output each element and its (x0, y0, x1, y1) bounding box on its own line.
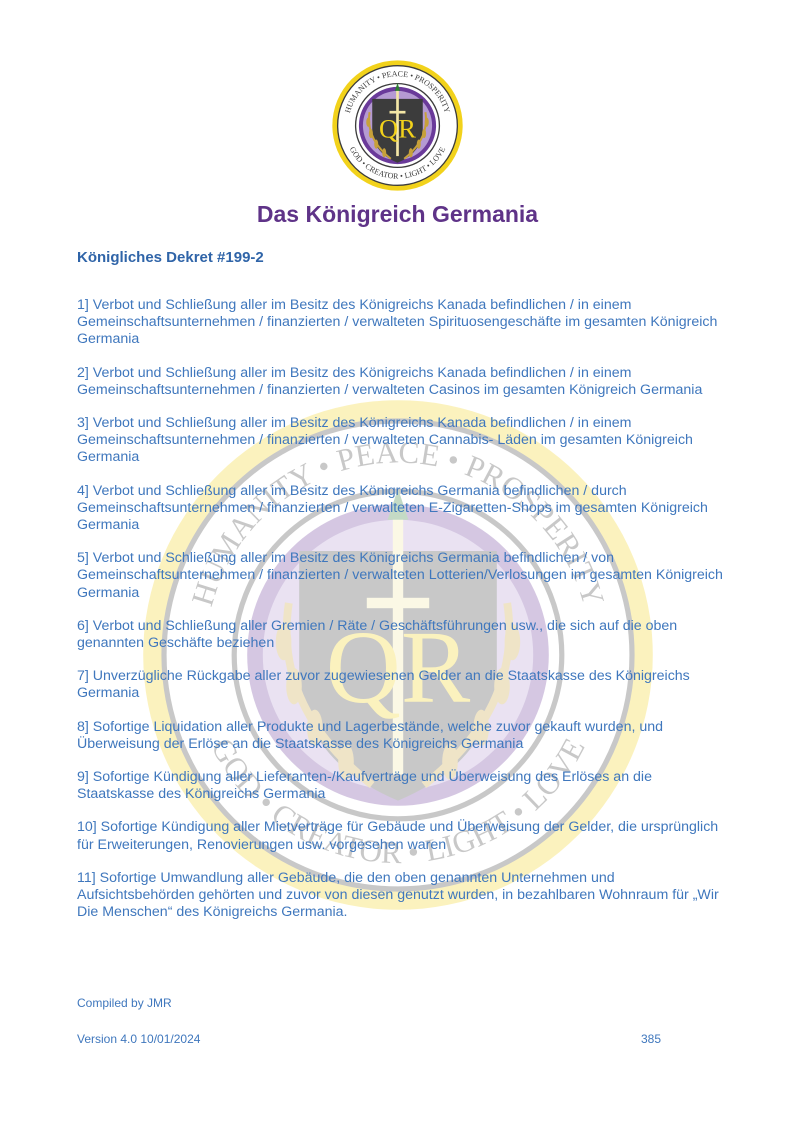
page-number: 385 (641, 1032, 662, 1046)
decree-items-list (77, 297, 727, 937)
decree-item: 9] Sofortige Kündigung aller Lieferanten-/Kaufverträge und Überweisung des Erlöses an die Staatskasse des Königreichs Germania (77, 769, 652, 803)
version-date: Version 4.0 10/01/2024 (77, 1032, 201, 1046)
decree-number: Königliches Dekret #199-2 (77, 249, 264, 266)
decree-item: 11] Sofortige Umwandlung aller Gebäude, die den oben genannten Unternehmen und Aufsichtsbehörden gehörten und zuvor von diesen genutzt wurden, in bezahlbaren Wohnraum für „Wir Die Menschen“ des Königreichs Germania. (77, 869, 719, 921)
decree-item: 2] Verbot und Schließung aller im Besitz des Königreichs Kanada befindlichen / in einem Gemeinschaftsunternehmen / finanzierten / verwalteten Casinos im gesamten Königreich Germania (77, 364, 703, 398)
decree-item: 4] Verbot und Schließung aller im Besitz des Königreichs Germania befindlichen / durch Gemeinschaftsunternehmen / finanzierten / verwalteten E-Zigaretten-Shops im gesamten Königreich Germania (77, 482, 708, 534)
compiled-by: Compiled by JMR (77, 996, 172, 1010)
decree-item: 6] Verbot und Schließung aller Gremien / Räte / Geschäftsführungen usw., die sich auf die oben genannten Geschäfte beziehen (77, 617, 678, 652)
decree-item: 10] Sofortige Kündigung aller Mietverträge für Gebäude und Überweisung der Gelder, die ursprünglich für Erweiterungen, Renovierungen usw. vorgesehen waren (77, 819, 719, 853)
decree-item: 1] Verbot und Schließung aller im Besitz des Königreichs Kanada befindlichen / in einem Gemeinschaftsunternehmen / finanzierten / verwalteten Spirituosengeschäfte im gesamten Königreich Germania (77, 297, 718, 348)
decree-item: 7] Unverzügliche Rückgabe aller zuvor zugewiesenen Gelder an die Staatskasse des Königreichs Germania (77, 668, 690, 702)
royal-seal-logo (331, 59, 464, 192)
decree-item: 8] Sofortige Liquidation aller Produkte und Lagerbestände, welche zuvor gekauft wurden, und Überweisung der Erlöse an die Staatskasse des Königreichs Germania (77, 718, 664, 752)
document-title: Das Königreich Germania (256, 201, 539, 227)
decree-item: 3] Verbot und Schließung aller im Besitz des Königreichs Kanada befindlichen / in einem Gemeinschaftsunternehmen / finanzierten / verwalteten Cannabis- Läden im gesamten Königreich Germania (77, 415, 693, 466)
decree-item: 5] Verbot und Schließung aller im Besitz des Königreichs Germania befindlichen / von Gemeinschaftsunternehmen / finanzierten / verwalteten Lotterien/Verlosungen im gesamten Königreich Germania (77, 550, 723, 601)
